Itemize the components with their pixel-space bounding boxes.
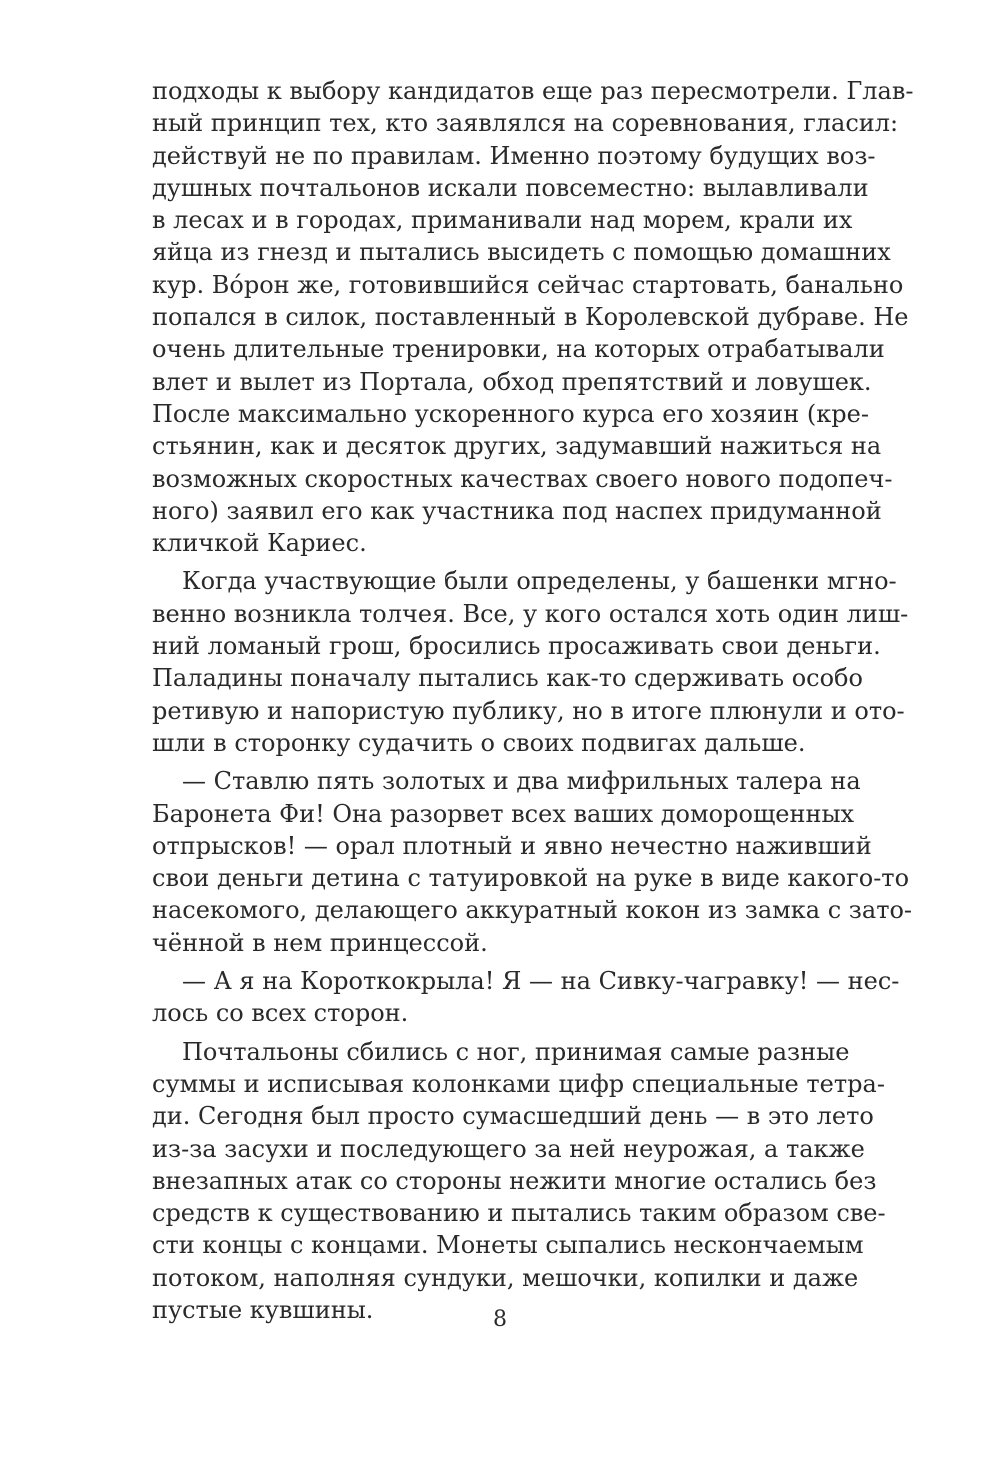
paragraph: [152, 75, 914, 559]
text-line: отпрысков! — орал плотный и явно нечестно наживший: [152, 831, 872, 860]
text-line: ного) заявил его как участника под наспех придуманной: [152, 496, 882, 525]
text-line: влет и вылет из Портала, обход препятствий и ловушек.: [152, 367, 872, 396]
text-line: свои деньги детина с татуировкой на руке в виде какого-то: [152, 864, 910, 893]
text-line: из-за засухи и последующего за ней неурожая, а также: [152, 1134, 865, 1163]
text-line: ретивую и напористую публику, но в итоге плюнули и ото-: [152, 696, 905, 725]
text-line: ний ломаный грош, бросились просаживать свои деньги.: [152, 632, 881, 661]
text-line: возможных скоростных качествах своего нового подопеч-: [152, 464, 893, 493]
body-text: [152, 75, 914, 1326]
text-line: Почтальоны сбились с ног, принимая самые разные: [182, 1037, 850, 1066]
text-line: подходы к выбору кандидатов еще раз пересмотрели. Глав-: [152, 77, 914, 105]
text-line: кличкой Кариес.: [152, 529, 367, 558]
text-line: чённой в нем принцессой.: [152, 928, 488, 957]
text-line: Баронета Фи! Она разорвет всех ваших доморощенных: [152, 799, 855, 828]
text-line: ди. Сегодня был просто сумасшедший день — в это лето: [152, 1102, 874, 1131]
text-line: попался в силок, поставленный в Королевской дубраве. Не: [152, 303, 909, 332]
text-line: пустые кувшины.: [152, 1295, 374, 1324]
text-line: венно возникла толчея. Все, у кого остался хоть один лиш-: [152, 599, 909, 628]
text-line: — А я на Короткокрыла! Я — на Сивку-чагравку! — нес-: [182, 967, 900, 996]
text-line: потоком, наполняя сундуки, мешочки, копилки и даже: [152, 1263, 859, 1292]
text-line: сти концы с концами. Монеты сыпались нескончаемым: [152, 1231, 864, 1260]
text-line: После максимально ускоренного курса его хозяин (кре-: [152, 399, 869, 428]
paragraph: [152, 565, 909, 759]
text-line: — Ставлю пять золотых и два мифрильных талера на: [182, 767, 861, 796]
text-line: действуй не по правилам. Именно поэтому будущих воз-: [152, 141, 876, 170]
text-line: шли в сторонку судачить о своих подвигах дальше.: [152, 728, 806, 757]
text-line: суммы и исписывая колонками цифр специальные тетра-: [152, 1069, 885, 1098]
text-line: кур. Во́рон же, готовившийся сейчас стартовать, банально: [152, 270, 904, 299]
text-line: насекомого, делающего аккуратный кокон из замка с зато-: [152, 896, 913, 925]
text-line: Когда участвующие были определены, у башенки мгно-: [182, 567, 897, 596]
text-line: средств к существованию и пытались таким образом све-: [152, 1199, 886, 1228]
text-line: лось со всех сторон.: [152, 999, 409, 1028]
paragraph: [152, 1036, 886, 1327]
page-number: 8: [493, 1307, 507, 1332]
text-line: Паладины поначалу пытались как-то сдерживать особо: [152, 664, 863, 693]
paragraph: [152, 965, 900, 1030]
text-line: душных почтальонов искали повсеместно: вылавливали: [152, 173, 869, 202]
text-line: яйца из гнезд и пытались высидеть с помощью домашних: [152, 238, 891, 267]
text-line: внезапных атак со стороны нежити многие остались без: [152, 1166, 877, 1195]
text-line: очень длительные тренировки, на которых отрабатывали: [152, 335, 885, 364]
paragraph: [152, 765, 913, 959]
text-line: в лесах и в городах, приманивали над морем, крали их: [152, 206, 853, 235]
text-line: стьянин, как и десяток других, задумавший нажиться на: [152, 432, 882, 461]
text-line: ный принцип тех, кто заявлялся на соревнования, гласил:: [152, 109, 899, 138]
